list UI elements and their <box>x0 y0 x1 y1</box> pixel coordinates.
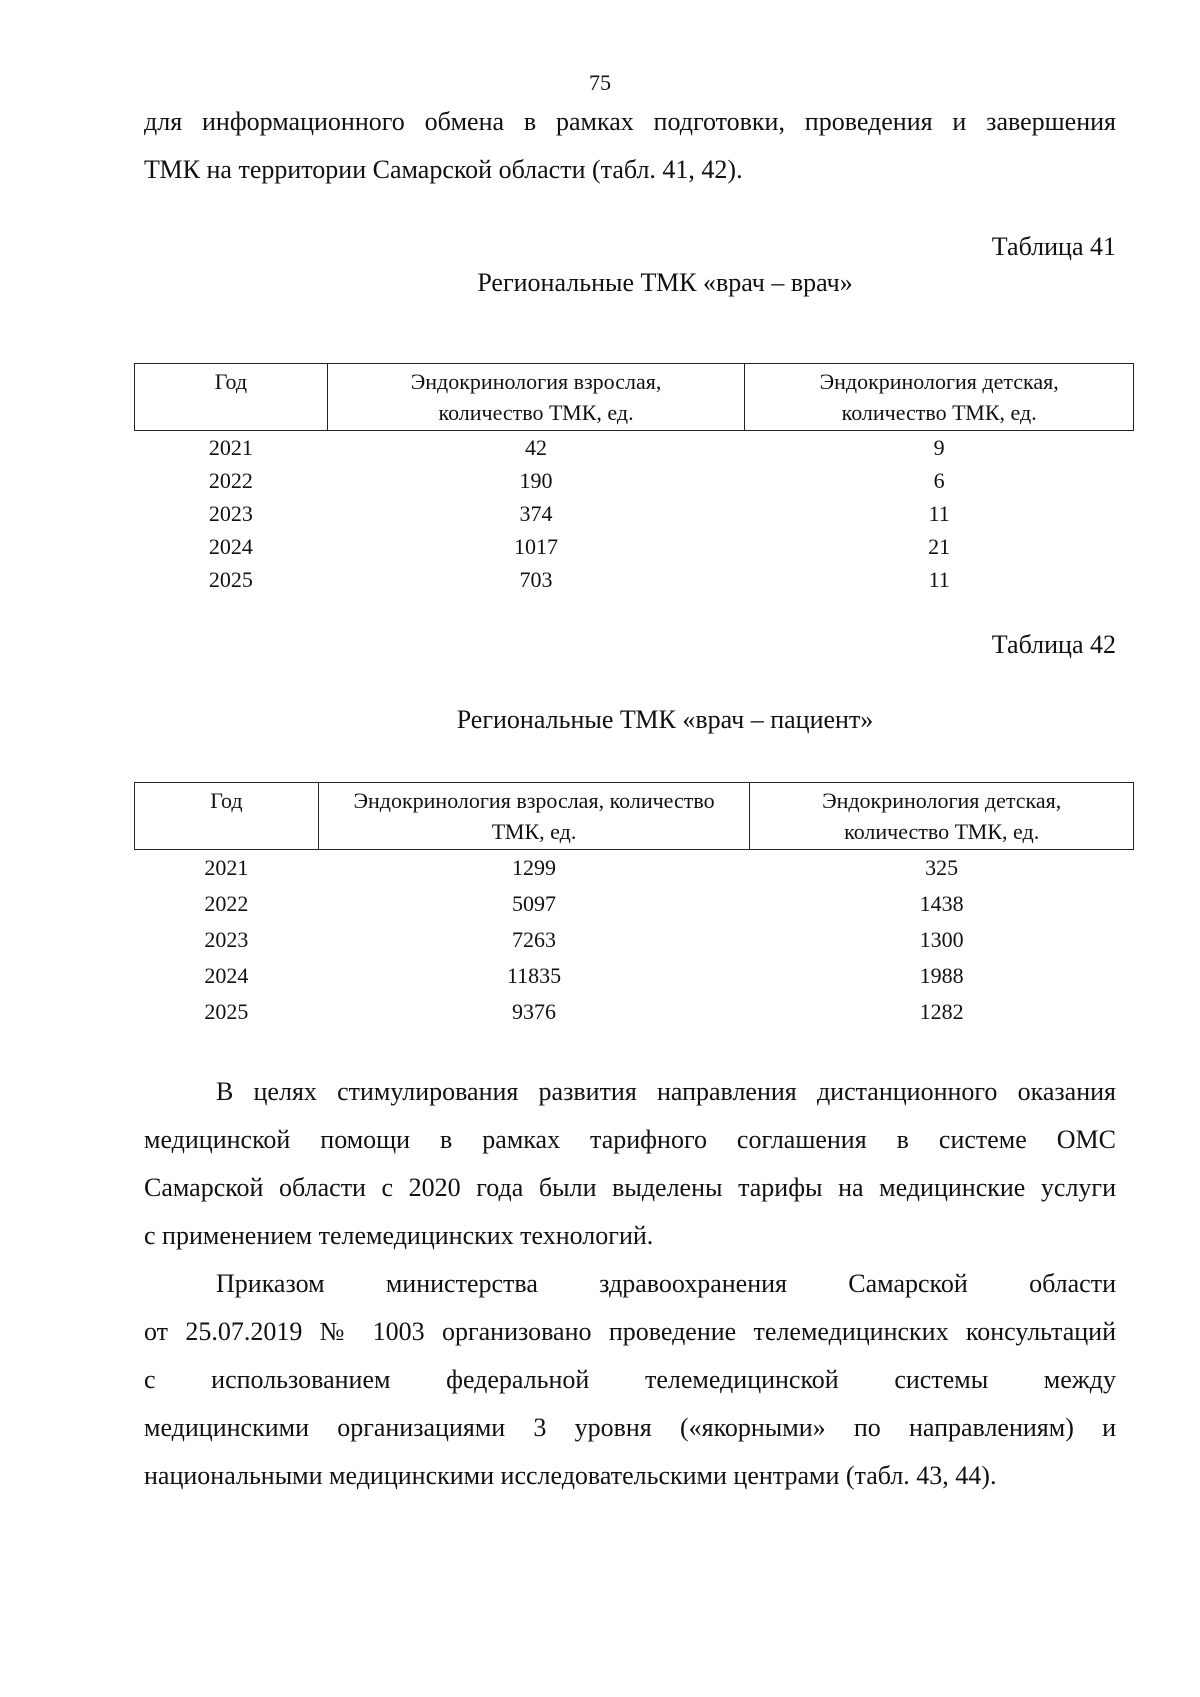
intro-line: для информационного обмена в рамках подготовки, проведения и завершения <box>144 107 1116 136</box>
paragraph-line: с использованием федеральной телемедицинской системы между <box>144 1365 1116 1394</box>
table-42-caption: Таблица 42 <box>991 630 1116 659</box>
header-adult: Эндокринология взрослая, количество ТМК, ед. <box>318 783 750 850</box>
table-header-row <box>135 783 1134 850</box>
paragraph-line: медицинскими организациями 3 уровня («якорными» по направлениям) и <box>144 1413 1116 1442</box>
table-row <box>135 850 1134 887</box>
cell-child: 21 <box>928 534 951 559</box>
table-row <box>135 431 1134 465</box>
cell-adult: 5097 <box>512 891 557 916</box>
cell-year: 2021 <box>208 435 253 460</box>
cell-child: 11 <box>928 567 950 592</box>
cell-year: 2022 <box>208 468 253 493</box>
header-year: Год <box>135 783 319 850</box>
table-41 <box>134 363 1134 596</box>
table-41-title: Региональные ТМК «врач – врач» <box>477 268 853 297</box>
header-child: Эндокринология детская, количество ТМК, ед. <box>750 783 1134 850</box>
header-adult: Эндокринология взрослая, количество ТМК, ед. <box>327 364 745 431</box>
cell-adult: 190 <box>519 468 553 493</box>
cell-child: 11 <box>928 501 950 526</box>
body-paragraph-2 <box>144 1260 1116 1500</box>
cell-adult: 1299 <box>512 855 557 880</box>
table-header-row <box>135 364 1134 431</box>
cell-adult: 9376 <box>512 999 557 1024</box>
table-row <box>135 886 1134 922</box>
cell-child: 1438 <box>919 891 964 916</box>
intro-line: ТМК на территории Самарской области (табл. 41, 42). <box>144 155 743 184</box>
paragraph-line: В целях стимулирования развития направления дистанционного оказания <box>216 1077 1116 1106</box>
paragraph-line: национальными медицинскими исследовательскими центрами (табл. 43, 44). <box>144 1461 997 1490</box>
table-row <box>135 530 1134 563</box>
table-row <box>135 922 1134 958</box>
table-row <box>135 994 1134 1030</box>
cell-adult: 42 <box>525 435 548 460</box>
cell-year: 2023 <box>204 927 249 952</box>
paragraph-line: Приказом министерства здравоохранения Самарской области <box>216 1269 1116 1298</box>
cell-year: 2024 <box>208 534 253 559</box>
table-42-title: Региональные ТМК «врач – пациент» <box>456 705 874 734</box>
header-child: Эндокринология детская, количество ТМК, ед. <box>745 364 1134 431</box>
cell-year: 2024 <box>204 963 249 988</box>
paragraph-line: от 25.07.2019 № 1003 организовано проведение телемедицинских консультаций <box>144 1317 1116 1346</box>
table-42 <box>134 782 1134 1030</box>
paragraph-line: с применением телемедицинских технологий. <box>144 1221 654 1250</box>
cell-child: 1300 <box>919 927 964 952</box>
cell-child: 1988 <box>919 963 964 988</box>
paragraph-line: медицинской помощи в рамках тарифного соглашения в системе ОМС <box>144 1125 1116 1154</box>
page-number: 75 <box>589 70 611 95</box>
cell-adult: 703 <box>519 567 553 592</box>
cell-year: 2025 <box>204 999 249 1024</box>
cell-year: 2021 <box>204 855 249 880</box>
intro-paragraph <box>144 98 1116 194</box>
cell-adult: 7263 <box>512 927 557 952</box>
cell-adult: 1017 <box>514 534 559 559</box>
cell-child: 6 <box>933 468 945 493</box>
cell-child: 325 <box>925 855 959 880</box>
header-year: Год <box>135 364 328 431</box>
table-row <box>135 497 1134 530</box>
cell-adult: 11835 <box>506 963 562 988</box>
cell-year: 2023 <box>208 501 253 526</box>
cell-year: 2025 <box>208 567 253 592</box>
cell-year: 2022 <box>204 891 249 916</box>
cell-child: 1282 <box>919 999 964 1024</box>
table-row <box>135 563 1134 596</box>
table-row <box>135 958 1134 994</box>
table-row <box>135 464 1134 497</box>
cell-child: 9 <box>933 435 945 460</box>
body-paragraph-1 <box>144 1068 1116 1260</box>
table-41-caption: Таблица 41 <box>991 232 1116 261</box>
paragraph-line: Самарской области с 2020 года были выделены тарифы на медицинские услуги <box>144 1173 1116 1202</box>
cell-adult: 374 <box>519 501 553 526</box>
